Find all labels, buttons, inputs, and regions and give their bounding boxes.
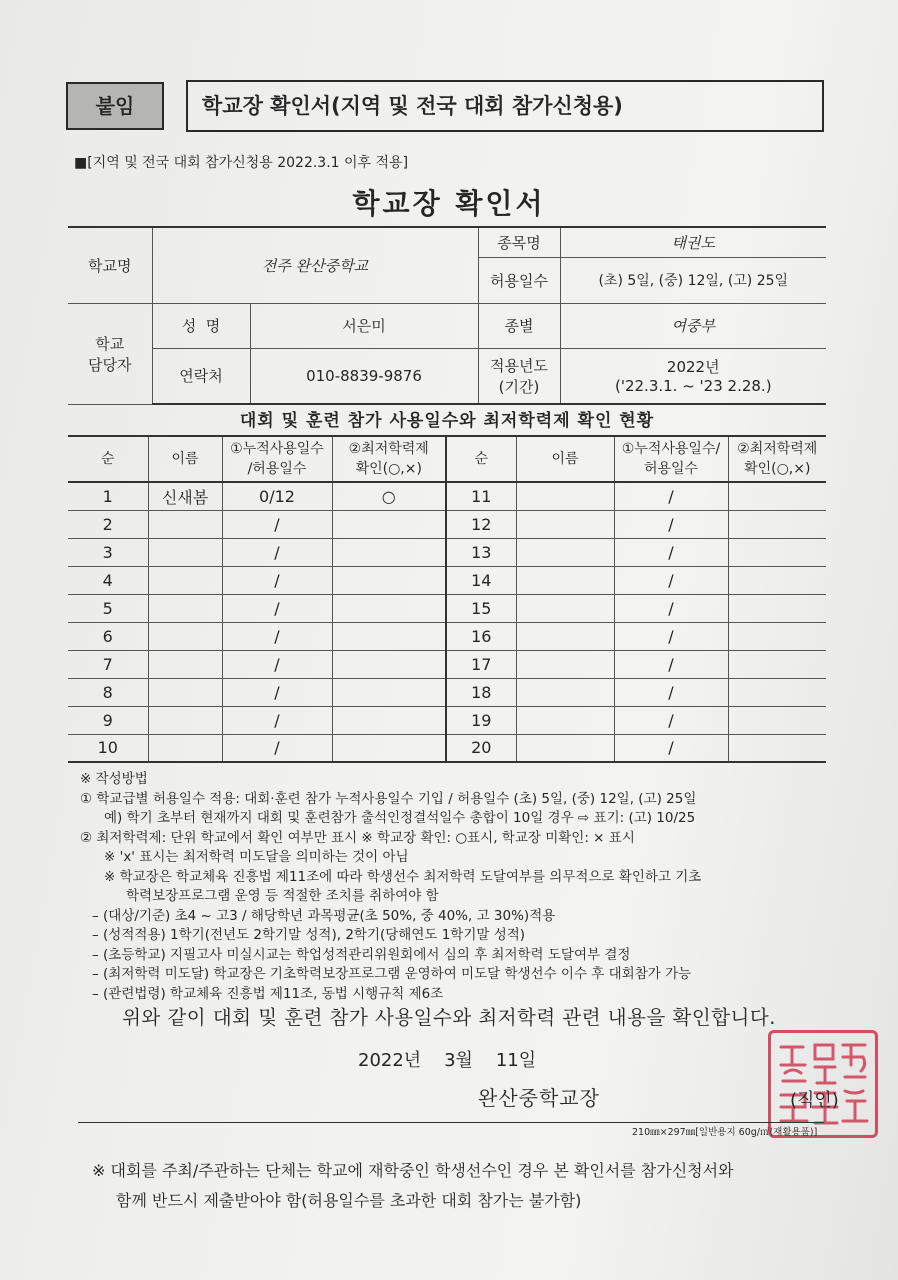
name-label: 성 명 [152, 303, 250, 348]
row-days: / [222, 650, 332, 678]
table-row [68, 510, 826, 538]
row-name [148, 706, 222, 734]
document-title: 학교장 확인서 [352, 187, 546, 220]
row-min-check: ○ [332, 482, 446, 510]
row-min-check [728, 734, 826, 762]
row-name [516, 650, 614, 678]
row-name [148, 678, 222, 706]
table-row [68, 650, 826, 678]
note-1-line1: ① 학교급별 허용일수 적용: 대회·훈련 참가 누적사용일수 기입 / 허용일수 (초) 5일, (중) 12일, (고) 25일 [80, 790, 697, 807]
row-name [516, 566, 614, 594]
row-days: / [222, 678, 332, 706]
footer-note [92, 1156, 852, 1216]
table-row [68, 622, 826, 650]
note-dash-3: – (초등학교) 지필고사 미실시교는 학업성적관리위원회에서 심의 후 최저학력 도달여부 결정 [92, 946, 631, 963]
header-days-right-line2: 허용일수 [643, 461, 699, 477]
school-label: 학교명 [68, 227, 152, 303]
row-no: 6 [68, 622, 148, 650]
row-no: 17 [446, 650, 516, 678]
note-dash-1: – (대상/기준) 초4 ~ 고3 / 해당학년 과목평균(초 50%, 중 40%, 고 30%)적용 [92, 907, 556, 924]
instructions [80, 770, 870, 1004]
header-min-right [728, 436, 826, 482]
row-min-check [728, 650, 826, 678]
header-no: 순 [68, 436, 148, 482]
row-min-check [332, 538, 446, 566]
row-days: / [222, 622, 332, 650]
row-min-check [332, 706, 446, 734]
row-no: 18 [446, 678, 516, 706]
row-days: / [614, 566, 728, 594]
note-dash-4: – (최저학력 미도달) 학교장은 기초학력보장프로그램 운영하여 미도달 학생선수 이수 후 대회참가 가능 [92, 966, 692, 982]
row-no: 12 [446, 510, 516, 538]
header-days [222, 436, 332, 482]
row-no: 10 [68, 734, 148, 762]
year-value [560, 348, 826, 404]
row-no: 2 [68, 510, 148, 538]
row-name [516, 734, 614, 762]
school-value: 전주 완산중학교 [152, 227, 478, 303]
row-min-check [332, 622, 446, 650]
row-days: 0/12 [222, 482, 332, 510]
footer-line1: ※ 대회를 주최/주관하는 단체는 학교에 재학중인 학생선수인 경우 본 확인서를 참가신청서와 [92, 1161, 734, 1180]
row-days: / [614, 706, 728, 734]
category-value: 여중부 [560, 303, 826, 348]
event-value: 태권도 [560, 227, 826, 257]
allowed-days-value: (초) 5일, (중) 12일, (고) 25일 [560, 257, 826, 303]
row-no: 13 [446, 538, 516, 566]
row-days: / [614, 650, 728, 678]
row-days: / [222, 510, 332, 538]
table-row [68, 538, 826, 566]
applied-note: ■[지역 및 전국 대회 참가신청용 2022.3.1 이후 적용] [74, 155, 409, 171]
row-min-check [332, 510, 446, 538]
attachment-badge: 붙임 [66, 82, 164, 130]
date-day: 11일 [495, 1050, 537, 1071]
row-name [148, 594, 222, 622]
row-days: / [222, 706, 332, 734]
name-value: 서은미 [250, 303, 478, 348]
footer-line2: 함께 반드시 제출받아야 함(허용일수를 초과한 대회 참가는 불가함) [116, 1191, 582, 1210]
row-no: 11 [446, 482, 516, 510]
header-no-right: 순 [446, 436, 516, 482]
note-2-sub2-line2: 학력보장프로그램 운영 등 적절한 조치를 취하여야 함 [126, 888, 439, 904]
row-no: 8 [68, 678, 148, 706]
row-name [516, 594, 614, 622]
row-no: 14 [446, 566, 516, 594]
header-days-line1: ①누적사용일수 [230, 441, 324, 457]
note-dash-5: – (관련법령) 학교체육 진흥법 제11조, 동법 시행규칙 제6조 [92, 985, 444, 1002]
confirmation-statement: 위와 같이 대회 및 훈련 참가 사용일수와 최저학력 관련 내용을 확인합니다. [122, 1006, 776, 1029]
year-label-line1: 적용년도 [490, 356, 548, 375]
row-no: 15 [446, 594, 516, 622]
row-days: / [222, 566, 332, 594]
note-2-sub1: ※ 'x' 표시는 최저학력 미도달을 의미하는 것이 아님 [104, 849, 409, 865]
table-row [68, 678, 826, 706]
row-min-check [728, 482, 826, 510]
row-min-check [332, 594, 446, 622]
row-name [148, 566, 222, 594]
row-days: / [222, 538, 332, 566]
info-table [68, 226, 826, 405]
issue-date [358, 1046, 536, 1072]
row-days: / [614, 594, 728, 622]
row-days: / [614, 678, 728, 706]
note-2-line1: ② 최저학력제: 단위 학교에서 확인 여부만 표시 ※ 학교장 확인: ○표시, 학교장 미확인: × 표시 [80, 829, 635, 846]
header-min-right-line1: ②최저학력제 [737, 441, 818, 457]
row-days: / [614, 622, 728, 650]
row-name [516, 622, 614, 650]
year-value-period: ('22.3.1. ~ '23 2.28.) [614, 377, 772, 396]
instructions-heading: ※ 작성방법 [80, 771, 148, 787]
header-title: 학교장 확인서(지역 및 전국 대회 참가신청용) [186, 80, 824, 132]
row-days: / [614, 538, 728, 566]
staff-label-line1: 학교 [95, 334, 125, 353]
note-2-sub2-line1: ※ 학교장은 학교체육 진흥법 제11조에 따라 학생선수 최저학력 도달여부를 의무적으로 확인하고 기초 [104, 868, 702, 885]
row-no: 1 [68, 482, 148, 510]
row-min-check [332, 678, 446, 706]
row-days: / [222, 734, 332, 762]
row-name [516, 538, 614, 566]
row-days: / [614, 482, 728, 510]
contact-label: 연락처 [152, 348, 250, 404]
header-days-line2: /허용일수 [247, 461, 307, 477]
table-row [68, 482, 826, 510]
row-name [516, 706, 614, 734]
table-row [68, 734, 826, 762]
header-name-right: 이름 [516, 436, 614, 482]
row-no: 7 [68, 650, 148, 678]
row-name [148, 650, 222, 678]
allowed-days-label: 허용일수 [478, 257, 560, 303]
contact-value: 010-8839-9876 [250, 348, 478, 404]
year-label-line2: (기간) [498, 377, 540, 396]
row-min-check [728, 594, 826, 622]
signer-title: 완산중학교장 [478, 1086, 600, 1110]
row-name [516, 510, 614, 538]
row-days: / [614, 734, 728, 762]
divider [78, 1122, 824, 1123]
row-days: / [614, 510, 728, 538]
header-min-line1: ②최저학력제 [348, 441, 429, 457]
staff-label-line2: 담당자 [88, 355, 132, 374]
seal-label: (직인) [790, 1090, 839, 1111]
note-1-line2: 예) 학기 초부터 현재까지 대회 및 훈련참가 출석인정결석일수 총합이 10일 경우 ⇨ 표기: (고) 10/25 [104, 810, 696, 826]
seal-icon [771, 1033, 875, 1135]
row-name [516, 678, 614, 706]
row-no: 5 [68, 594, 148, 622]
header-min-line2: 확인(○,×) [355, 461, 422, 477]
header-min-right-line2: 확인(○,×) [744, 461, 811, 477]
row-name [148, 622, 222, 650]
year-label [478, 348, 560, 404]
paper-size-note: 210㎜×297㎜[일반용지 60g/㎡(재활용품)] [632, 1127, 818, 1138]
event-label: 종목명 [478, 227, 560, 257]
row-name [148, 510, 222, 538]
header-days-right [614, 436, 728, 482]
row-min-check [728, 566, 826, 594]
row-no: 4 [68, 566, 148, 594]
row-no: 3 [68, 538, 148, 566]
table-row [68, 594, 826, 622]
row-min-check [728, 678, 826, 706]
row-no: 16 [446, 622, 516, 650]
row-min-check [728, 538, 826, 566]
row-no: 9 [68, 706, 148, 734]
row-no: 20 [446, 734, 516, 762]
records-table [68, 435, 826, 763]
date-year: 2022년 [358, 1050, 422, 1071]
row-min-check [728, 706, 826, 734]
header-name: 이름 [148, 436, 222, 482]
header-days-right-line1: ①누적사용일수/ [621, 441, 721, 457]
note-dash-2: – (성적적용) 1학기(전년도 2학기말 성적), 2학기(당해연도 1학기말 성적) [92, 927, 526, 943]
row-name [148, 538, 222, 566]
table-row [68, 566, 826, 594]
date-month: 3월 [444, 1050, 473, 1071]
row-min-check [332, 566, 446, 594]
row-min-check [728, 622, 826, 650]
header-min [332, 436, 446, 482]
row-days: / [222, 594, 332, 622]
row-min-check [728, 510, 826, 538]
staff-label [68, 303, 152, 404]
row-min-check [332, 734, 446, 762]
section-title: 대회 및 훈련 참가 사용일수와 최저학력제 확인 현황 [239, 411, 655, 431]
year-value-year: 2022년 [666, 358, 720, 377]
row-no: 19 [446, 706, 516, 734]
category-label: 종별 [478, 303, 560, 348]
row-min-check [332, 650, 446, 678]
row-name [516, 482, 614, 510]
row-name [148, 734, 222, 762]
row-name: 신새봄 [148, 482, 222, 510]
table-row [68, 706, 826, 734]
